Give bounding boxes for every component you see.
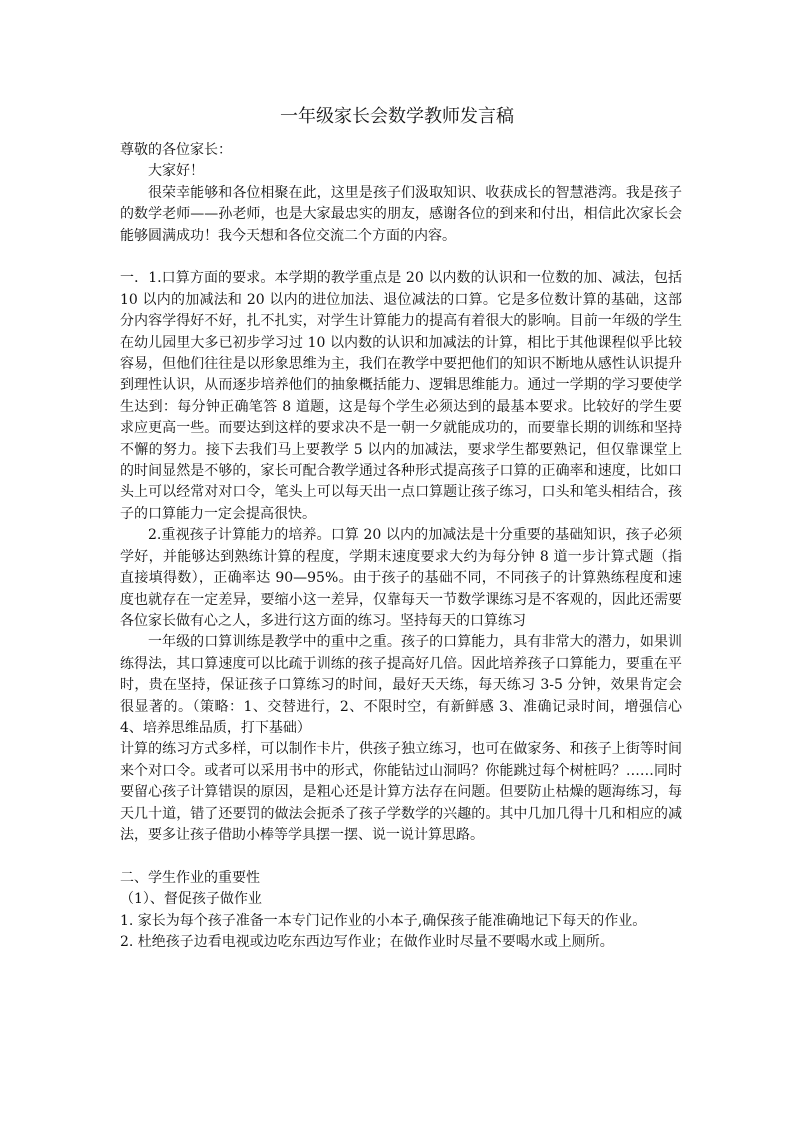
list-item-1: 1. 家长为每个孩子准备一本专门记作业的小本子,确保孩子能准确地记下每天的作业。 xyxy=(120,912,647,929)
intro-paragraph: 很荣幸能够和各位相聚在此，这里是孩子们汲取知识、收获成长的智慧港湾。我是孩子的数学老师——孙老师，也是大家最忠实的朋友，感谢各位的到来和付出，相信此次家长会能够圆满成功！我今天想和各位交流二个方面的内容。 xyxy=(120,184,682,244)
section1-paragraph-1: 一．1.口算方面的要求。本学期的教学重点是 20 以内数的认识和一位数的加、减法，包括 10 以内的加减法和 20 以内的进位加法、退位减法的口算。它是多位数计算的基础，这部分内容学得好不好，扎不扎实，对学生计算能力的提高有着很大的影响。目前一年级的学生在幼儿园里大多已初步学习过 10 以内数的认识和加减法的计算，相比于其他课程似乎比较容易，但他们往往是以形象思维为主，我们在教学中要把他们的知识不断地从感性认识提升到理性认识，从而逐步培养他们的抽象概括能力、逻辑思维能力。通过一学期的学习要使学生达到：每分钟正确笔答 8 道题，这是每个学生必须达到的最基本要求。比较好的学生要求应更高一些。而要达到这样的要求决不是一朝一夕就能成功的，而要靠长期的训练和坚持不懈的努力。接下去我们马上要教学 5 以内的加减法，要求学生都要熟记，但仅靠课堂上的时间显然是不够的，家长可配合教学通过各种形式提高孩子口算的正确率和速度，比如口头上可以经常对对口令，笔头上可以每天出一点口算题让孩子练习，口头和笔头相结合，孩子的口算能力一定会提高很快。 xyxy=(120,270,682,522)
list-item-2: 2. 杜绝孩子边看电视或边吃东西边写作业；在做作业时尽量不要喝水或上厕所。 xyxy=(120,934,614,950)
hello-line: 大家好！ xyxy=(148,163,204,180)
section2-subheading: （1）、督促孩子做作业 xyxy=(120,891,262,908)
spacer xyxy=(120,247,682,268)
section2-heading: 二、学生作业的重要性 xyxy=(120,869,260,886)
document-title: 一年级家长会数学教师发言稿 xyxy=(280,106,514,127)
section1-paragraph-3: 一年级的口算训练是教学中的重中之重。孩子的口算能力，具有非常大的潜力，如果训练得法，其口算速度可以比疏于训练的孩子提高好几倍。因此培养孩子口算能力，要重在平时，贵在坚持，保证孩子口算练习的时间，最好天天练，每天练习 3-5 分钟，效果肯定会很显著的。（策略：1、交替进行，2、不限时空，有新鲜感 3、准确记录时间，增强信心 4、培养思维品质，打下基础） xyxy=(120,634,682,736)
spacer xyxy=(120,846,682,867)
section1-paragraph-4: 计算的练习方式多样，可以制作卡片，供孩子独立练习，也可在做家务、和孩子上街等时间来个对口令。或者可以采用书中的形式，你能钻过山洞吗？你能跳过每个树桩吗？……同时要留心孩子计算错误的原因，是粗心还是计算方法存在问题。但要防止枯燥的题海练习，每天几十道，错了还要罚的做法会扼杀了孩子学数学的兴趣的。其中几加几得十几和相应的减法，要多让孩子借助小棒等学具摆一摆、说一说计算思路。 xyxy=(120,741,682,843)
section1-paragraph-2: 2.重视孩子计算能力的培养。口算 20 以内的加减法是十分重要的基础知识，孩子必须学好，并能够达到熟练计算的程度，学期末速度要求大约为每分钟 8 道一步计算式题（指直接填得数），正确率达 90—95%。由于孩子的基础不同，不同孩子的计算熟练程度和速度也就存在一定差异，要缩小这一差异，仅靠每天一节数学课练习是不客观的，因此还需要各位家长做有心之人，多进行这方面的练习。坚持每天的口算练习 xyxy=(120,527,682,629)
document-body xyxy=(120,140,682,953)
greeting: 尊敬的各位家长： xyxy=(120,142,232,158)
